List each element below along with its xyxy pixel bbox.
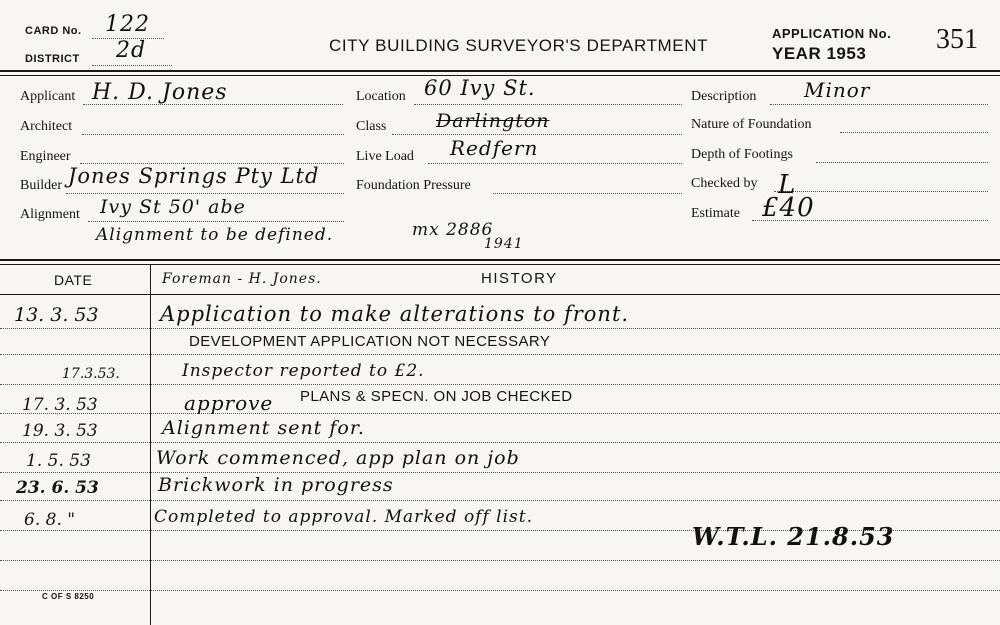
history-entry-date: 1. 5. 53: [26, 451, 91, 471]
row-guide: [0, 328, 1000, 329]
live-load-value: Redfern: [450, 136, 539, 160]
class-label: Class: [356, 119, 387, 134]
engineer-label: Engineer: [20, 149, 71, 164]
row-guide: [0, 500, 1000, 501]
header-rule-top: [0, 70, 1000, 72]
history-entry-text: Inspector reported to £2.: [182, 361, 425, 381]
foundation-pressure-label: Foundation Pressure: [356, 178, 471, 193]
mx-year: 1941: [484, 236, 524, 252]
mx-reference: mx 2886: [412, 220, 494, 240]
history-entry-date: 17.3.53.: [62, 366, 120, 382]
history-entry-text: Work commenced, app plan on job: [156, 447, 520, 469]
history-entry-date: 17. 3. 53: [22, 395, 98, 415]
row-guide: [0, 590, 1000, 591]
history-entry-date: 6. 8. ": [24, 510, 76, 530]
alignment-note: Alignment to be defined.: [96, 225, 334, 245]
row-guide: [0, 442, 1000, 443]
history-entry-stamp: DEVELOPMENT APPLICATION NOT NECESSARY: [189, 333, 551, 350]
checked-by-value: L: [778, 170, 797, 200]
row-guide: [0, 560, 1000, 561]
nature-of-foundation-dots: [840, 132, 988, 133]
location-label: Location: [356, 89, 406, 104]
district-label: DISTRICT: [25, 53, 80, 65]
applicant-value: H. D. Jones: [92, 80, 228, 105]
year-label: YEAR 1953: [772, 44, 867, 63]
architect-label: Architect: [20, 119, 73, 134]
estimate-value: £40: [762, 193, 815, 223]
history-header-rule: [0, 294, 1000, 295]
foreman-note: Foreman - H. Jones.: [162, 271, 322, 287]
application-no-value: 351: [936, 24, 978, 55]
alignment-dots: [88, 221, 344, 222]
district-value: 2d: [116, 38, 147, 63]
live-load-dots: [428, 163, 682, 164]
application-no-label: APPLICATION No.: [772, 26, 892, 41]
alignment-label: Alignment: [20, 207, 80, 222]
history-entry-date: 19. 3. 53: [22, 421, 98, 441]
form-code: C OF S 8250: [42, 592, 95, 601]
history-entry-date: 23. 6. 53: [16, 478, 99, 498]
location-dots: [414, 104, 682, 105]
nature-of-foundation-label: Nature of Foundation: [691, 117, 812, 132]
row-guide: [0, 354, 1000, 355]
history-entry-text: Completed to approval. Marked off list.: [154, 507, 534, 527]
card-no-label: CARD No.: [25, 25, 82, 37]
alignment-value: Ivy St 50' abe: [100, 196, 246, 218]
checked-by-dots: [774, 191, 988, 192]
date-column-divider: [150, 264, 151, 625]
row-guide: [0, 384, 1000, 385]
history-entry-stamp: PLANS & SPECN. ON JOB CHECKED: [300, 388, 573, 405]
signature: W.T.L. 21.8.53: [692, 522, 895, 551]
depth-of-footings-dots: [816, 162, 988, 163]
description-value: Minor: [804, 78, 871, 102]
depth-of-footings-label: Depth of Footings: [691, 147, 793, 162]
history-entry-hand: approve: [184, 391, 274, 415]
class-dots: [392, 134, 682, 135]
history-entry-text: Brickwork in progress: [158, 474, 394, 496]
applicant-label: Applicant: [20, 89, 76, 104]
history-title: HISTORY: [481, 270, 558, 287]
foundation-pressure-dots: [493, 193, 682, 194]
district-dots: [92, 65, 172, 66]
row-guide: [0, 413, 1000, 414]
description-dots: [770, 104, 988, 105]
live-load-label: Live Load: [356, 149, 414, 164]
card-no-value: 122: [105, 12, 150, 37]
builder-label: Builder: [20, 178, 62, 193]
history-entry-text: Alignment sent for.: [162, 417, 365, 439]
history-rule-top: [0, 259, 1000, 261]
architect-dots: [82, 134, 344, 135]
description-label: Description: [691, 89, 757, 104]
location-value: 60 Ivy St.: [424, 76, 536, 100]
history-entry-date: 13. 3. 53: [14, 304, 99, 326]
department-title: CITY BUILDING SURVEYOR'S DEPARTMENT: [329, 36, 709, 55]
class-value: Darlington: [436, 110, 550, 132]
checked-by-label: Checked by: [691, 176, 758, 191]
date-header: DATE: [54, 272, 93, 288]
estimate-label: Estimate: [691, 206, 740, 221]
row-guide: [0, 472, 1000, 473]
history-entry-text: Application to make alterations to front.: [160, 302, 630, 326]
builder-dots: [66, 193, 344, 194]
builder-value: Jones Springs Pty Ltd: [68, 164, 320, 188]
